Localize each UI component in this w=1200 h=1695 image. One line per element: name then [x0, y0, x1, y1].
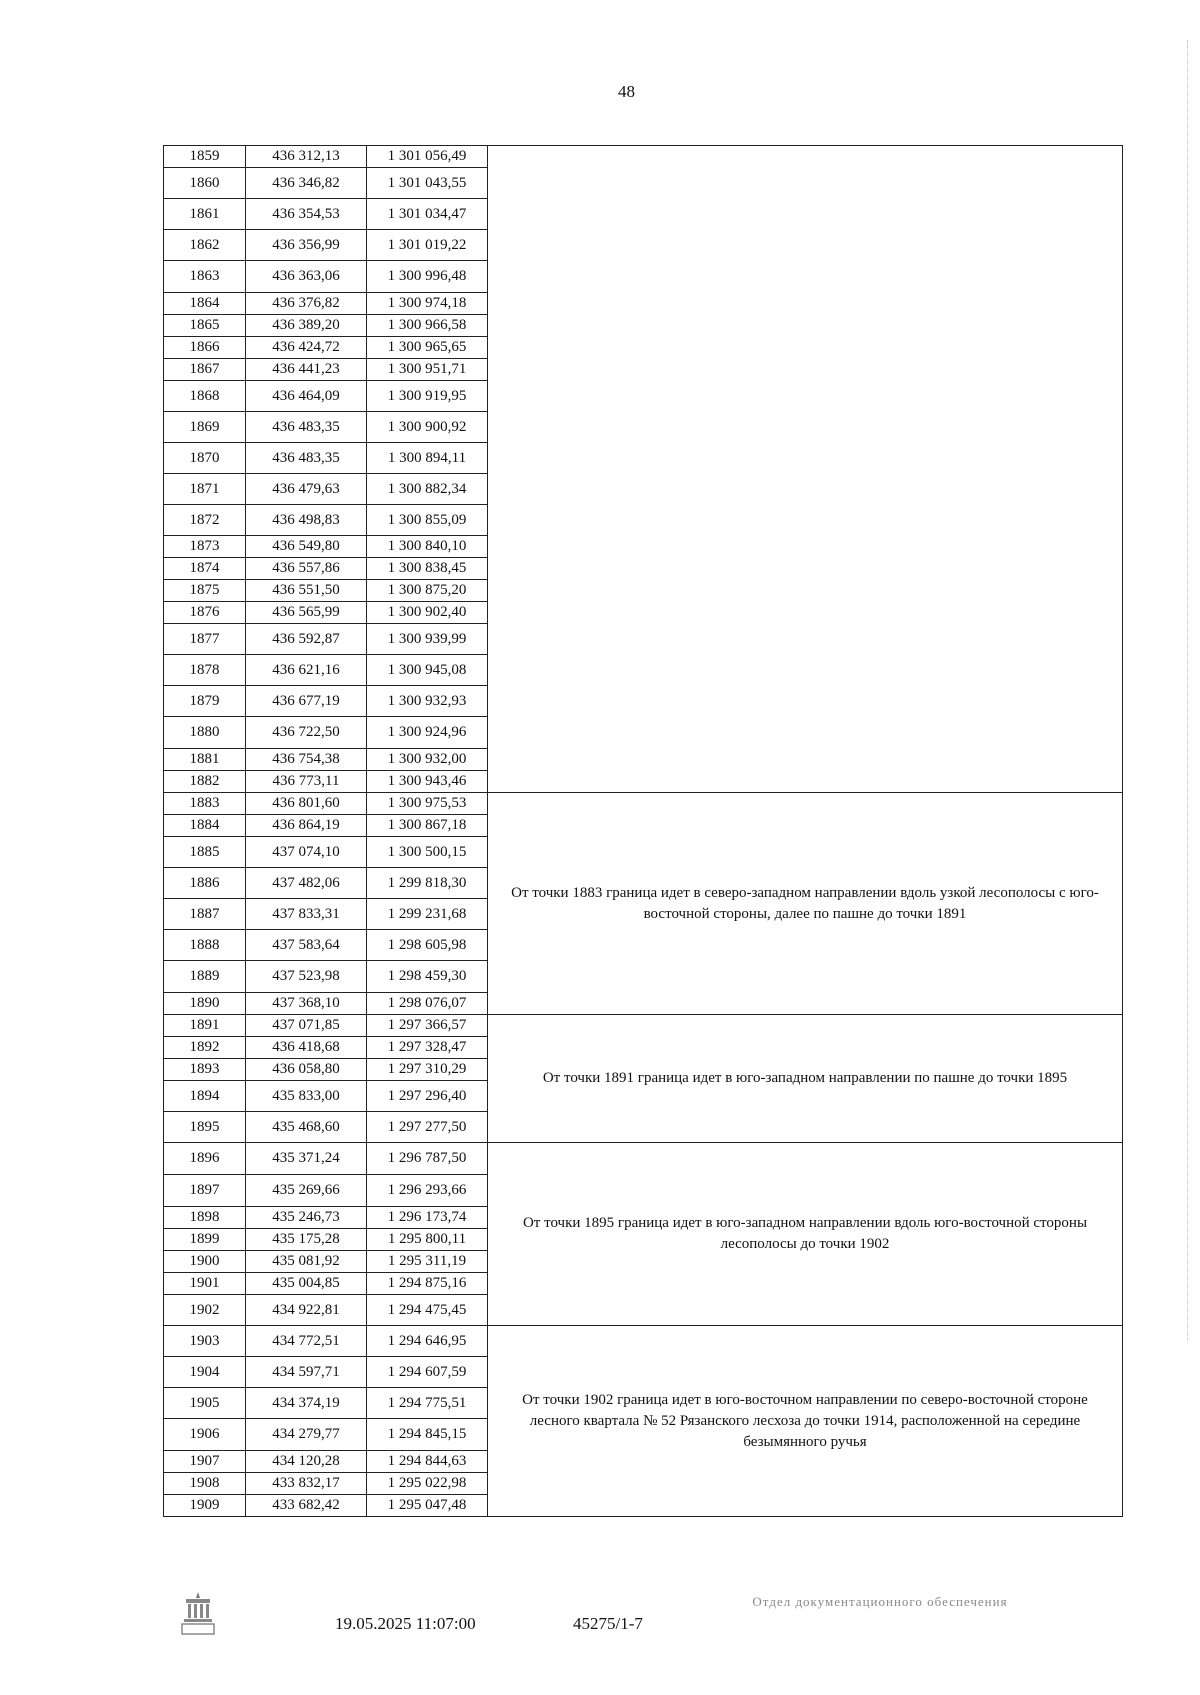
point-number-cell: 1872: [164, 505, 246, 536]
x-coordinate-cell: 437 523,98: [246, 961, 367, 993]
y-coordinate-cell: 1 300 500,15: [367, 837, 488, 868]
point-number-cell: 1885: [164, 837, 246, 868]
y-coordinate-cell: 1 300 945,08: [367, 655, 488, 686]
point-number-cell: 1870: [164, 443, 246, 474]
y-coordinate-cell: 1 297 328,47: [367, 1037, 488, 1059]
point-number-cell: 1884: [164, 815, 246, 837]
point-number-cell: 1864: [164, 293, 246, 315]
y-coordinate-cell: 1 297 277,50: [367, 1112, 488, 1143]
x-coordinate-cell: 434 374,19: [246, 1388, 367, 1419]
point-number-cell: 1886: [164, 868, 246, 899]
y-coordinate-cell: 1 300 965,65: [367, 337, 488, 359]
x-coordinate-cell: 437 482,06: [246, 868, 367, 899]
x-coordinate-cell: 436 864,19: [246, 815, 367, 837]
y-coordinate-cell: 1 300 855,09: [367, 505, 488, 536]
y-coordinate-cell: 1 301 034,47: [367, 199, 488, 230]
x-coordinate-cell: 436 464,09: [246, 381, 367, 412]
point-number-cell: 1860: [164, 168, 246, 199]
y-coordinate-cell: 1 300 894,11: [367, 443, 488, 474]
y-coordinate-cell: 1 294 875,16: [367, 1273, 488, 1295]
scan-edge-marks: [1187, 40, 1194, 1340]
y-coordinate-cell: 1 299 818,30: [367, 868, 488, 899]
point-number-cell: 1866: [164, 337, 246, 359]
point-number-cell: 1892: [164, 1037, 246, 1059]
x-coordinate-cell: 437 071,85: [246, 1015, 367, 1037]
x-coordinate-cell: 436 801,60: [246, 793, 367, 815]
x-coordinate-cell: 433 682,42: [246, 1495, 367, 1517]
x-coordinate-cell: 435 833,00: [246, 1081, 367, 1112]
x-coordinate-cell: 436 773,11: [246, 771, 367, 793]
point-number-cell: 1867: [164, 359, 246, 381]
y-coordinate-cell: 1 296 293,66: [367, 1175, 488, 1207]
y-coordinate-cell: 1 296 787,50: [367, 1143, 488, 1175]
point-number-cell: 1881: [164, 749, 246, 771]
x-coordinate-cell: 436 483,35: [246, 412, 367, 443]
x-coordinate-cell: 435 081,92: [246, 1251, 367, 1273]
y-coordinate-cell: 1 300 951,71: [367, 359, 488, 381]
y-coordinate-cell: 1 298 605,98: [367, 930, 488, 961]
y-coordinate-cell: 1 300 924,96: [367, 717, 488, 749]
x-coordinate-cell: 436 565,99: [246, 602, 367, 624]
point-number-cell: 1896: [164, 1143, 246, 1175]
point-number-cell: 1889: [164, 961, 246, 993]
y-coordinate-cell: 1 300 919,95: [367, 381, 488, 412]
y-coordinate-cell: 1 297 296,40: [367, 1081, 488, 1112]
point-number-cell: 1873: [164, 536, 246, 558]
x-coordinate-cell: 436 621,16: [246, 655, 367, 686]
table-row: [164, 1326, 1123, 1357]
y-coordinate-cell: 1 300 939,99: [367, 624, 488, 655]
x-coordinate-cell: 436 722,50: [246, 717, 367, 749]
footer-datetime: 19.05.2025 11:07:00: [335, 1614, 476, 1633]
boundary-description-cell: От точки 1902 граница идет в юго-восточном направлении по северо-восточной стороне лесного квартала № 52 Рязанского лесхоза до точки 1914, расположенной на середине безымянного ручья: [488, 1326, 1123, 1517]
x-coordinate-cell: 436 549,80: [246, 536, 367, 558]
boundary-description-cell: От точки 1883 граница идет в северо-западном направлении вдоль узкой лесополосы с юго-восточной стороны, далее по пашне до точки 1891: [488, 793, 1123, 1015]
y-coordinate-cell: 1 294 475,45: [367, 1295, 488, 1326]
point-number-cell: 1902: [164, 1295, 246, 1326]
y-coordinate-cell: 1 301 056,49: [367, 146, 488, 168]
point-number-cell: 1890: [164, 993, 246, 1015]
point-number-cell: 1906: [164, 1419, 246, 1451]
y-coordinate-cell: 1 300 966,58: [367, 315, 488, 337]
point-number-cell: 1905: [164, 1388, 246, 1419]
y-coordinate-cell: 1 301 019,22: [367, 230, 488, 261]
boundary-description-cell: От точки 1891 граница идет в юго-западном направлении по пашне до точки 1895: [488, 1015, 1123, 1143]
y-coordinate-cell: 1 297 366,57: [367, 1015, 488, 1037]
x-coordinate-cell: 437 833,31: [246, 899, 367, 930]
x-coordinate-cell: 436 354,53: [246, 199, 367, 230]
x-coordinate-cell: 436 551,50: [246, 580, 367, 602]
x-coordinate-cell: 436 356,99: [246, 230, 367, 261]
x-coordinate-cell: 436 346,82: [246, 168, 367, 199]
point-number-cell: 1901: [164, 1273, 246, 1295]
x-coordinate-cell: 435 269,66: [246, 1175, 367, 1207]
x-coordinate-cell: 435 246,73: [246, 1207, 367, 1229]
y-coordinate-cell: 1 300 875,20: [367, 580, 488, 602]
y-coordinate-cell: 1 300 975,53: [367, 793, 488, 815]
y-coordinate-cell: 1 297 310,29: [367, 1059, 488, 1081]
x-coordinate-cell: 434 922,81: [246, 1295, 367, 1326]
point-number-cell: 1894: [164, 1081, 246, 1112]
y-coordinate-cell: 1 294 845,15: [367, 1419, 488, 1451]
x-coordinate-cell: 436 483,35: [246, 443, 367, 474]
x-coordinate-cell: 434 120,28: [246, 1451, 367, 1473]
x-coordinate-cell: 436 754,38: [246, 749, 367, 771]
y-coordinate-cell: 1 300 840,10: [367, 536, 488, 558]
point-number-cell: 1880: [164, 717, 246, 749]
x-coordinate-cell: 436 677,19: [246, 686, 367, 717]
coordinates-table-body: [164, 146, 1123, 1517]
point-number-cell: 1871: [164, 474, 246, 505]
y-coordinate-cell: 1 300 838,45: [367, 558, 488, 580]
point-number-cell: 1888: [164, 930, 246, 961]
y-coordinate-cell: 1 300 867,18: [367, 815, 488, 837]
x-coordinate-cell: 436 441,23: [246, 359, 367, 381]
point-number-cell: 1883: [164, 793, 246, 815]
boundary-description-cell: [488, 146, 1123, 793]
y-coordinate-cell: 1 295 311,19: [367, 1251, 488, 1273]
point-number-cell: 1862: [164, 230, 246, 261]
point-number-cell: 1891: [164, 1015, 246, 1037]
x-coordinate-cell: 436 363,06: [246, 261, 367, 293]
page-number: 48: [618, 82, 635, 101]
point-number-cell: 1909: [164, 1495, 246, 1517]
x-coordinate-cell: 436 592,87: [246, 624, 367, 655]
y-coordinate-cell: 1 295 800,11: [367, 1229, 488, 1251]
footer-department-stamp: Отдел документационного обеспечения: [752, 1594, 1008, 1609]
y-coordinate-cell: 1 301 043,55: [367, 168, 488, 199]
point-number-cell: 1877: [164, 624, 246, 655]
y-coordinate-cell: 1 294 607,59: [367, 1357, 488, 1388]
table-row: [164, 146, 1123, 168]
y-coordinate-cell: 1 300 996,48: [367, 261, 488, 293]
point-number-cell: 1904: [164, 1357, 246, 1388]
x-coordinate-cell: 434 279,77: [246, 1419, 367, 1451]
point-number-cell: 1863: [164, 261, 246, 293]
y-coordinate-cell: 1 300 974,18: [367, 293, 488, 315]
x-coordinate-cell: 436 479,63: [246, 474, 367, 505]
point-number-cell: 1879: [164, 686, 246, 717]
point-number-cell: 1908: [164, 1473, 246, 1495]
archive-stamp-icon: [178, 1590, 218, 1638]
boundary-description-cell: От точки 1895 граница идет в юго-западном направлении вдоль юго-восточной стороны лесополосы до точки 1902: [488, 1143, 1123, 1326]
x-coordinate-cell: 437 074,10: [246, 837, 367, 868]
y-coordinate-cell: 1 298 459,30: [367, 961, 488, 993]
x-coordinate-cell: 436 498,83: [246, 505, 367, 536]
x-coordinate-cell: 434 597,71: [246, 1357, 367, 1388]
footer-document-code: 45275/1-7: [573, 1614, 643, 1633]
y-coordinate-cell: 1 300 900,92: [367, 412, 488, 443]
y-coordinate-cell: 1 296 173,74: [367, 1207, 488, 1229]
y-coordinate-cell: 1 300 932,00: [367, 749, 488, 771]
x-coordinate-cell: 436 058,80: [246, 1059, 367, 1081]
point-number-cell: 1876: [164, 602, 246, 624]
x-coordinate-cell: 435 004,85: [246, 1273, 367, 1295]
y-coordinate-cell: 1 300 902,40: [367, 602, 488, 624]
x-coordinate-cell: 436 389,20: [246, 315, 367, 337]
point-number-cell: 1903: [164, 1326, 246, 1357]
point-number-cell: 1878: [164, 655, 246, 686]
x-coordinate-cell: 436 424,72: [246, 337, 367, 359]
point-number-cell: 1898: [164, 1207, 246, 1229]
y-coordinate-cell: 1 295 047,48: [367, 1495, 488, 1517]
y-coordinate-cell: 1 300 882,34: [367, 474, 488, 505]
point-number-cell: 1899: [164, 1229, 246, 1251]
point-number-cell: 1897: [164, 1175, 246, 1207]
y-coordinate-cell: 1 299 231,68: [367, 899, 488, 930]
x-coordinate-cell: 435 175,28: [246, 1229, 367, 1251]
point-number-cell: 1875: [164, 580, 246, 602]
x-coordinate-cell: 436 312,13: [246, 146, 367, 168]
table-row: [164, 1015, 1123, 1037]
x-coordinate-cell: 435 371,24: [246, 1143, 367, 1175]
y-coordinate-cell: 1 298 076,07: [367, 993, 488, 1015]
point-number-cell: 1895: [164, 1112, 246, 1143]
x-coordinate-cell: 436 418,68: [246, 1037, 367, 1059]
y-coordinate-cell: 1 295 022,98: [367, 1473, 488, 1495]
x-coordinate-cell: 434 772,51: [246, 1326, 367, 1357]
x-coordinate-cell: 437 583,64: [246, 930, 367, 961]
point-number-cell: 1887: [164, 899, 246, 930]
point-number-cell: 1861: [164, 199, 246, 230]
point-number-cell: 1869: [164, 412, 246, 443]
point-number-cell: 1868: [164, 381, 246, 412]
y-coordinate-cell: 1 294 775,51: [367, 1388, 488, 1419]
point-number-cell: 1907: [164, 1451, 246, 1473]
y-coordinate-cell: 1 300 932,93: [367, 686, 488, 717]
x-coordinate-cell: 436 376,82: [246, 293, 367, 315]
point-number-cell: 1874: [164, 558, 246, 580]
y-coordinate-cell: 1 294 844,63: [367, 1451, 488, 1473]
table-row: [164, 1143, 1123, 1175]
x-coordinate-cell: 437 368,10: [246, 993, 367, 1015]
point-number-cell: 1882: [164, 771, 246, 793]
x-coordinate-cell: 433 832,17: [246, 1473, 367, 1495]
point-number-cell: 1893: [164, 1059, 246, 1081]
x-coordinate-cell: 436 557,86: [246, 558, 367, 580]
point-number-cell: 1859: [164, 146, 246, 168]
coordinates-table: [163, 145, 1123, 1517]
table-row: [164, 793, 1123, 815]
y-coordinate-cell: 1 294 646,95: [367, 1326, 488, 1357]
point-number-cell: 1900: [164, 1251, 246, 1273]
point-number-cell: 1865: [164, 315, 246, 337]
y-coordinate-cell: 1 300 943,46: [367, 771, 488, 793]
x-coordinate-cell: 435 468,60: [246, 1112, 367, 1143]
